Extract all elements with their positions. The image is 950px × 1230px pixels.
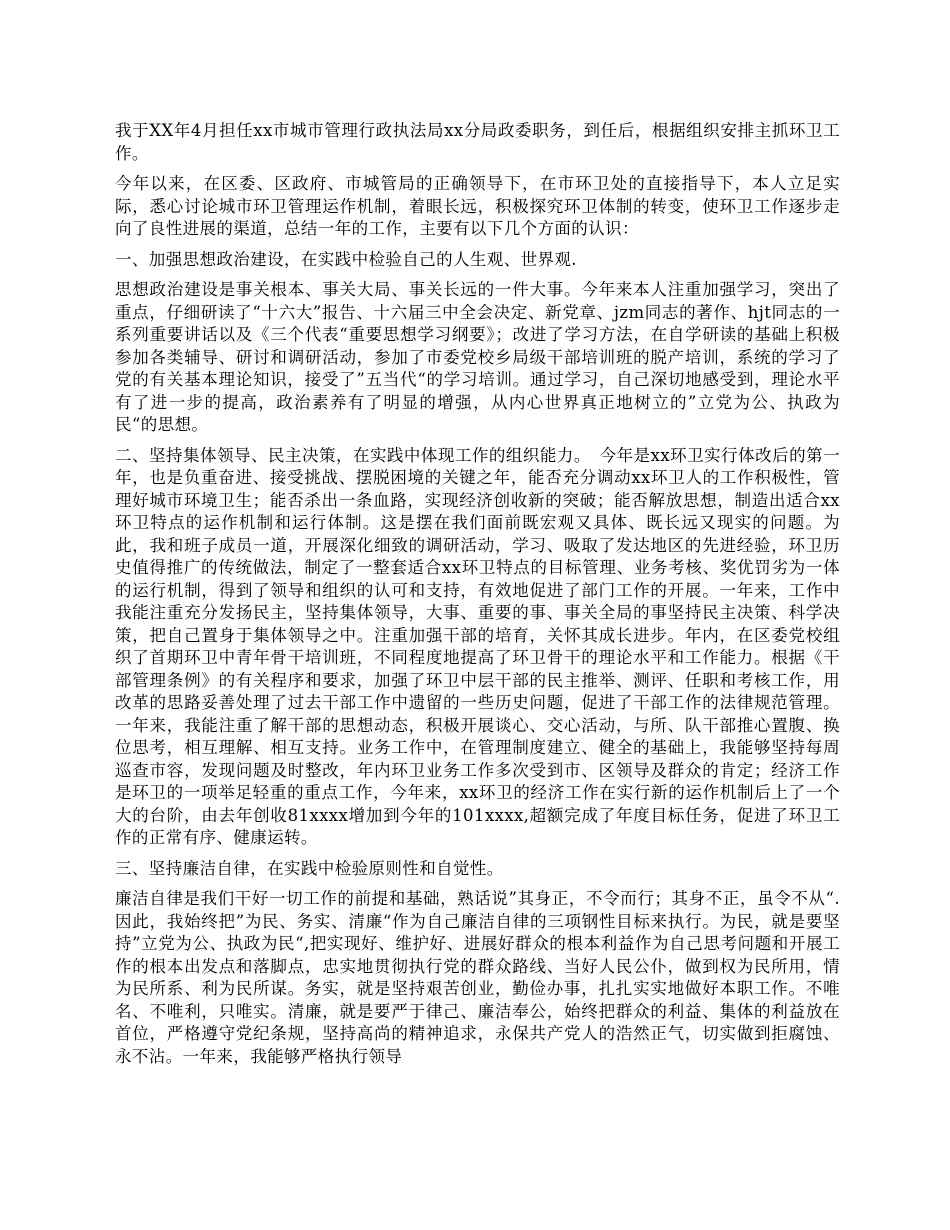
paragraph-section-2: 二、坚持集体领导、民主决策，在实践中体现工作的组织能力。 今年是xx环卫实行体改后的第一年，也是负重奋进、接受挑战、摆脱困境的关键之年，能否充分调动xx环卫人的工作积极性，管理好城市环境卫生；能否杀出一条血路，实现经济创收新的突破；能否解放思想，制造出适合xx环卫特点的运作机制和运行体制。这是摆在我们面前既宏观又具体、既长远又现实的问题。为此，我和班子成员一道，开展深化细致的调研活动，学习、吸取了发达地区的先进经验，环卫历史值得推广的传统做法，制定了一整套适合xx环卫特点的目标管理、业务考核、奖优罚劣为一体的运行机制，得到了领导和组织的认可和支持，有效地促进了部门工作的开展。一年来，工作中我能注重充分发扬民主，坚持集体领导，大事、重要的事、事关全局的事坚持民主决策、科学决策，把自己置身于集体领导之中。注重加强干部的培育，关怀其成长进步。年内，在区委党校组织了首期环卫中青年骨干培训班，不同程度地提高了环卫骨干的理论水平和工作能力。根据《干部管理条例》的有关程序和要求，加强了环卫中层干部的民主推举、测评、任职和考核工作，用改革的思路妥善处理了过去干部工作中遗留的一些历史问题，促进了干部工作的法律规范管理。一年来，我能注重了解干部的思想动态，积极开展谈心、交心活动，与所、队干部推心置腹、换位思考，相互理解、相互支持。业务工作中，在管理制度建立、健全的基础上，我能够坚持每周巡查市容，发现问题及时整改，年内环卫业务工作多次受到市、区领导及群众的肯定；经济工作是环卫的一项举足轻重的重点工作，今年来，xx环卫的经济工作在实行新的运作机制后上了一个大的台阶，由去年创收81xxxx增加到今年的101xxxx,超额完成了年度目标任务，促进了环卫工作的正常有序、健康运转。 [115, 445, 840, 847]
document-body [115, 120, 840, 1076]
paragraph-overview: 今年以来，在区委、区政府、市城管局的正确领导下，在市环卫处的直接指导下，本人立足实际，悉心讨论城市环卫管理运作机制，着眼长远，积极探究环卫体制的转变，使环卫工作逐步走向了良性进展的渠道，总结一年的工作，主要有以下几个方面的认识： [115, 174, 840, 238]
paragraph-section-1: 思想政治建设是事关根本、事关大局、事关长远的一件大事。今年来本人注重加强学习，突出了重点，仔细研读了“十六大”报告、十六届三中全会决定、新党章、jzm同志的著作、hjt同志的一系列重要讲话以及《三个代表“重要思想学习纲要》；改进了学习方法，在自学研读的基础上积极参加各类辅导、研讨和调研活动，参加了市委党校乡局级干部培训班的脱产培训，系统的学习了党的有关基本理论知识，接受了”五当代“的学习培训。通过学习，自己深切地感受到，理论水平有了进一步的提高，政治素养有了明显的增强，从内心世界真正地树立的”立党为公、执政为民“的思想。 [115, 280, 840, 434]
section-heading-1: 一、加强思想政治建设，在实践中检验自己的人生观、世界观. [115, 249, 577, 269]
paragraph-intro: 我于XX年4月担任xx市城市管理行政执法局xx分局政委职务，到任后，根据组织安排主抓环卫工作。 [115, 121, 840, 163]
paragraph-section-3: 廉洁自律是我们干好一切工作的前提和基础，熟话说”其身正，不令而行；其身不正，虽令不从“.因此，我始终把”为民、务实、清廉“作为自己廉洁自律的三项钢性目标来执行。为民，就是要坚持”立党为公、执政为民“,把实现好、维护好、进展好群众的根本利益作为自己思考问题和开展工作的根本出发点和落脚点，忠实地贯彻执行党的群众路线、当好人民公仆，做到权为民所用，情为民所系、利为民所谋。务实，就是坚持艰苦创业，勤俭办事，扎扎实实地做好本职工作。不唯名、不唯利，只唯实。清廉，就是要严于律己、廉洁奉公，始终把群众的利益、集体的利益放在首位，严格遵守党纪条规，坚持高尚的精神追求，永保共产党人的浩然正气，切实做到拒腐蚀、永不沾。一年来，我能够严格执行领导 [115, 889, 840, 1066]
section-heading-3: 三、坚持廉洁自律，在实践中检验原则性和自觉性。 [115, 858, 504, 878]
